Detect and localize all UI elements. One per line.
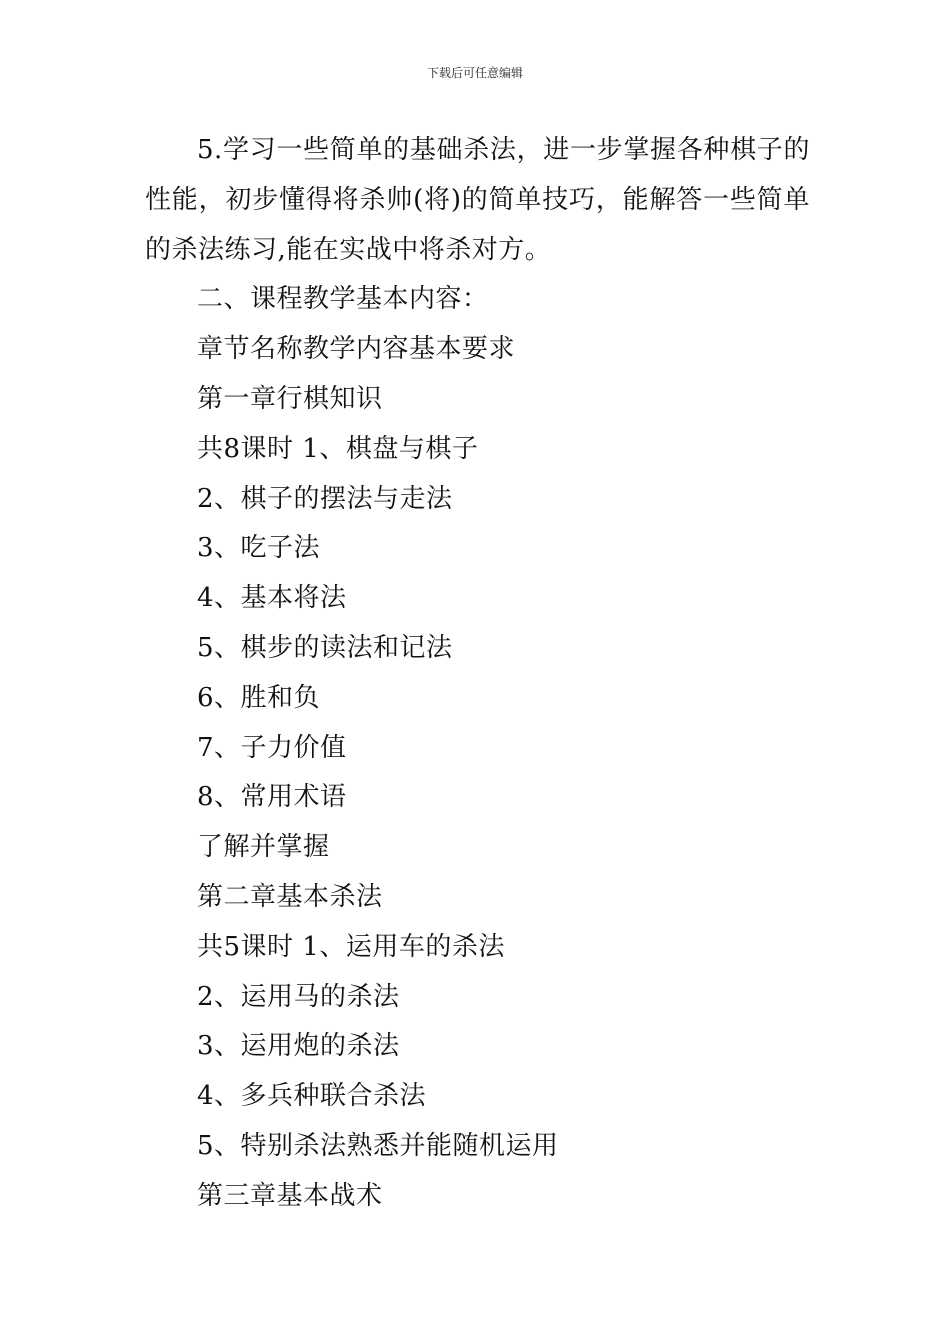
- list-item: 5、棋步的读法和记法: [197, 632, 453, 663]
- table-header-line: 章节名称教学内容基本要求: [197, 334, 516, 365]
- list-item: 4、基本将法: [197, 583, 347, 614]
- objective-paragraph: 5.学习一些简单的基础杀法，进一步掌握各种棋子的性能，初步懂得将杀帅(将)的简单技巧，能解答一些简单的杀法练习,能在实战中将杀对方。: [145, 135, 810, 265]
- list-item: 6、胜和负: [197, 682, 321, 713]
- list-item: 2、棋子的摆法与走法: [197, 483, 453, 514]
- list-item: 5、特别杀法熟悉并能随机运用: [197, 1130, 559, 1161]
- chapter-title: 第一章行棋知识: [197, 383, 383, 414]
- section-heading: 二、课程教学基本内容：: [197, 284, 489, 315]
- list-item: 2、运用马的杀法: [197, 981, 400, 1012]
- chapter-title: 第二章基本杀法: [197, 881, 383, 912]
- document-body: [145, 126, 810, 1222]
- list-item: 3、吃子法: [197, 533, 321, 564]
- page-header-note: 下载后可任意编辑: [426, 66, 523, 80]
- list-item: 共8课时 1、棋盘与棋子: [197, 433, 479, 464]
- list-item: 8、常用术语: [197, 782, 347, 813]
- list-item: 共5课时 1、运用车的杀法: [197, 931, 505, 962]
- list-item: 7、子力价值: [197, 732, 347, 763]
- requirement-line: 了解并掌握: [197, 832, 330, 863]
- chapter-title: 第三章基本战术: [197, 1180, 383, 1211]
- list-item: 4、多兵种联合杀法: [197, 1081, 427, 1112]
- list-item: 3、运用炮的杀法: [197, 1031, 400, 1062]
